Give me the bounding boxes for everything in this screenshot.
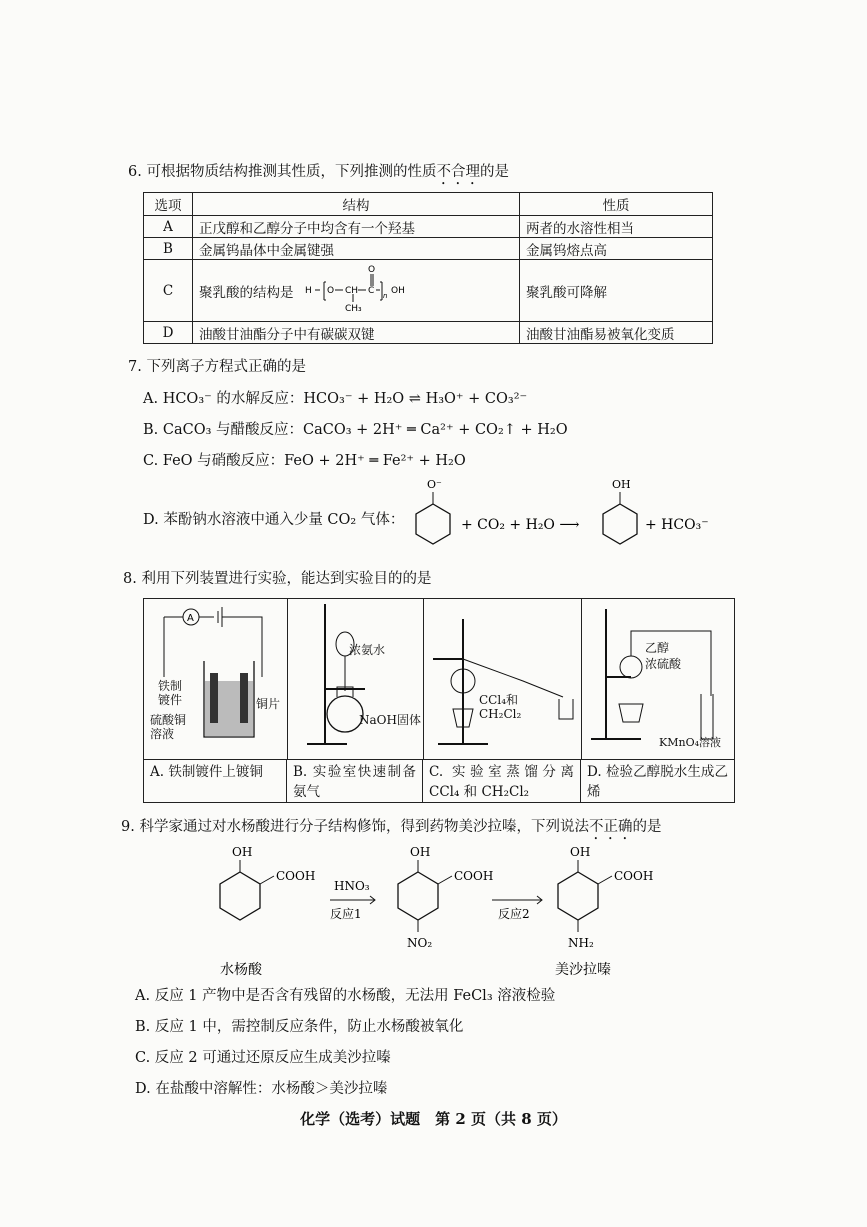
step2-label: 反应2 bbox=[498, 907, 530, 921]
copper-electrode bbox=[240, 673, 248, 723]
formula-ch3: CH₃ bbox=[345, 304, 362, 314]
oh-label: OH bbox=[232, 845, 253, 859]
mesalazine-name: 美沙拉嗪 bbox=[555, 962, 611, 978]
double-bond bbox=[371, 274, 373, 286]
q9-option-b: B. 反应 1 中，需控制反应条件，防止水杨酸被氧化 bbox=[135, 1019, 464, 1035]
test-tube-icon bbox=[701, 694, 713, 739]
label-kmno4: KMnO₄溶液 bbox=[659, 736, 721, 749]
formula-n: n bbox=[383, 292, 388, 300]
page-footer: 化学（选考）试题 第 2 页（共 8 页） bbox=[300, 1110, 567, 1128]
q9-option-c: C. 反应 2 可通过还原反应生成美沙拉嗪 bbox=[135, 1050, 391, 1066]
benzene-ring-icon bbox=[220, 872, 260, 920]
row-option: A bbox=[144, 216, 193, 238]
benzene-ring-icon bbox=[416, 504, 450, 544]
row-structure-text: 聚乳酸的结构是 bbox=[199, 284, 294, 301]
table-row bbox=[144, 216, 713, 238]
cooh-label: COOH bbox=[614, 869, 654, 883]
polylactic-acid-formula bbox=[303, 262, 413, 320]
equation-middle: + CO₂ + H₂O ⟶ bbox=[461, 517, 580, 533]
row-option: B bbox=[144, 238, 193, 260]
benzene-ring-icon bbox=[558, 872, 598, 920]
reagent-label: HNO₃ bbox=[334, 879, 370, 893]
caption-d: D. 检验乙醇脱水生成乙烯 bbox=[587, 764, 728, 800]
benzene-ring-icon bbox=[603, 504, 637, 544]
q9-title-end: 的是 bbox=[632, 819, 662, 835]
row-structure: 金属钨晶体中金属键强 bbox=[193, 238, 520, 260]
caption-row bbox=[144, 759, 734, 803]
flask-icon bbox=[327, 696, 363, 732]
cooh-label: COOH bbox=[276, 869, 316, 883]
q9-reaction-scheme bbox=[200, 842, 670, 982]
oh-label: OH bbox=[570, 845, 591, 859]
substituent-bonds bbox=[240, 860, 274, 884]
ammonia-apparatus-icon bbox=[287, 599, 423, 759]
burner-icon bbox=[619, 704, 643, 722]
row-structure: 油酸甘油酯分子中有碳碳双键 bbox=[193, 322, 520, 344]
q9-title-text: 9. 科学家通过对水杨酸进行分子结构修饰，得到药物美沙拉嗪，下列说法 bbox=[121, 819, 589, 835]
q8-apparatus-grid bbox=[143, 598, 735, 803]
q7-option-a: A. HCO₃⁻ 的水解反应：HCO₃⁻ + H₂O ⇌ H₃O⁺ + CO₃²⁻ bbox=[143, 391, 528, 407]
row-structure: 正戊醇和乙醇分子中均含有一个羟基 bbox=[193, 216, 520, 238]
arrow-icon bbox=[492, 896, 542, 904]
formula-c: C bbox=[368, 286, 375, 296]
oh-label: OH bbox=[410, 845, 431, 859]
q9-title bbox=[121, 815, 661, 843]
iron-electrode bbox=[210, 673, 218, 723]
header-option: 选项 bbox=[144, 193, 193, 216]
label-ammonia: 浓氨水 bbox=[349, 643, 386, 657]
step1-label: 反应1 bbox=[330, 907, 362, 921]
receiver-icon bbox=[559, 699, 573, 719]
q9-option-a: A. 反应 1 产物中是否含有残留的水杨酸，无法用 FeCl₃ 溶液检验 bbox=[135, 988, 556, 1004]
header-structure: 结构 bbox=[193, 193, 520, 216]
condenser-tube bbox=[463, 634, 563, 697]
flask-icon bbox=[620, 656, 642, 678]
row-option: C bbox=[144, 260, 193, 322]
distillation-apparatus-icon bbox=[423, 599, 581, 759]
phenoxide-label: O⁻ bbox=[427, 478, 442, 491]
apparatus-d bbox=[581, 599, 734, 759]
label-ethanol: 乙醇 bbox=[645, 641, 670, 655]
q7-option-c: C. FeO 与硝酸反应：FeO + 2H⁺ ═ Fe²⁺ + H₂O bbox=[143, 453, 466, 469]
q6-table bbox=[143, 192, 713, 344]
no2-label: NO₂ bbox=[407, 936, 433, 950]
arrow-icon bbox=[330, 896, 375, 904]
salicylic-acid-name: 水杨酸 bbox=[220, 962, 262, 978]
stand bbox=[307, 604, 365, 744]
header-property: 性质 bbox=[520, 193, 713, 216]
equation-end: + HCO₃⁻ bbox=[645, 517, 709, 533]
row-property: 聚乳酸可降解 bbox=[520, 260, 713, 322]
label-naoh: NaOH固体 bbox=[359, 713, 421, 727]
label-copper: 铜片 bbox=[256, 697, 281, 711]
stand bbox=[433, 619, 488, 744]
nh2-label: NH₂ bbox=[568, 936, 594, 950]
benzene-ring-icon bbox=[398, 872, 438, 920]
table-row bbox=[144, 260, 713, 322]
cooh-label: COOH bbox=[454, 869, 494, 883]
q7-title: 7. 下列离子方程式正确的是 bbox=[128, 359, 306, 375]
row-structure bbox=[193, 260, 520, 322]
table-row bbox=[144, 238, 713, 260]
formula-oh: OH bbox=[391, 286, 405, 296]
row-option: D bbox=[144, 322, 193, 344]
formula-o: O bbox=[327, 286, 335, 296]
q7-d-equation bbox=[405, 476, 725, 552]
formula-h: H bbox=[305, 286, 312, 296]
q9-title-emphasis: 不正确 bbox=[588, 819, 633, 835]
q7-option-b: B. CaCO₃ 与醋酸反应：CaCO₃ + 2H⁺ ═ Ca²⁺ + CO₂↑ + H₂O bbox=[143, 422, 568, 438]
circuit-wire bbox=[164, 607, 262, 677]
bracket-right bbox=[376, 282, 382, 300]
label-iron: 铁制 镀件 bbox=[158, 679, 183, 707]
q6-title-end: 的是 bbox=[479, 164, 509, 180]
apparatus-a bbox=[144, 599, 288, 759]
substituent-bonds bbox=[578, 860, 612, 932]
ammeter-label: A bbox=[187, 613, 194, 624]
bracket-left bbox=[315, 282, 326, 300]
table-header-row bbox=[144, 193, 713, 216]
label-mix-1: CCl₄和 bbox=[479, 693, 519, 707]
row-property: 两者的水溶性相当 bbox=[520, 216, 713, 238]
stand bbox=[591, 609, 641, 739]
q9-option-d: D. 在盐酸中溶解性：水杨酸＞美沙拉嗪 bbox=[135, 1081, 388, 1097]
q6-title-text: 6. 可根据物质结构推测其性质，下列推测的性质 bbox=[128, 164, 437, 180]
table-row bbox=[144, 322, 713, 344]
label-solution: 硫酸铜 溶液 bbox=[150, 713, 187, 741]
formula-dbl-o: O bbox=[368, 265, 376, 275]
caption-a: A. 铁制镀件上镀铜 bbox=[144, 760, 287, 803]
q6-title-emphasis: 不合理 bbox=[436, 164, 480, 180]
row-property: 金属钨熔点高 bbox=[520, 238, 713, 260]
caption-c: C. 实验室蒸馏分离 CCl₄ 和 CH₂Cl₂ bbox=[423, 760, 581, 803]
label-acid: 浓硫酸 bbox=[645, 657, 682, 671]
substituent-bonds bbox=[418, 860, 452, 932]
q7-option-d: D. 苯酚钠水溶液中通入少量 CO₂ 气体： bbox=[143, 512, 405, 528]
apparatus-c bbox=[423, 599, 582, 759]
phenol-label: OH bbox=[612, 478, 631, 491]
label-mix-2: CH₂Cl₂ bbox=[479, 707, 522, 721]
q6-title bbox=[128, 160, 509, 188]
apparatus-b bbox=[287, 599, 424, 759]
row-property: 油酸甘油酯易被氧化变质 bbox=[520, 322, 713, 344]
formula-ch: CH bbox=[345, 286, 359, 296]
q8-title: 8. 利用下列装置进行实验，能达到实验目的的是 bbox=[123, 571, 432, 587]
caption-b: B. 实验室快速制备氨气 bbox=[287, 760, 423, 803]
